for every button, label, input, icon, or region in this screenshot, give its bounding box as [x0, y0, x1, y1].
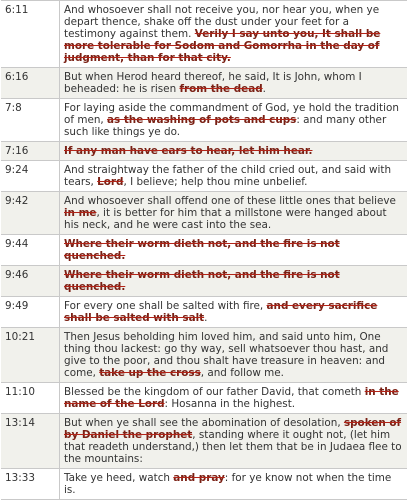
verse-row: [1, 142, 407, 161]
verse-reference: 11:10: [1, 383, 60, 414]
struck-phrase: and every sacrifice shall be salted with salt: [64, 300, 378, 324]
verse-text: [60, 469, 408, 500]
verse-phrase: , I believe; help thou mine unbelief.: [123, 176, 308, 188]
struck-phrase: take up the cross: [99, 367, 201, 379]
verse-reference: 10:21: [1, 328, 60, 383]
struck-phrase: If any man have ears to hear, let him hear.: [64, 145, 313, 157]
struck-phrase: as the washing of pots and cups: [107, 114, 297, 126]
verse-phrase: , it is better for him that a millstone were hanged about his neck, and he were cast into the sea.: [64, 207, 387, 231]
verse-text: [60, 266, 408, 297]
verse-reference: 7:16: [1, 142, 60, 161]
verse-phrase: : and many other such like things ye do.: [64, 114, 387, 138]
verse-reference: 6:16: [1, 68, 60, 99]
verse-text: [60, 1, 408, 68]
verse-row: [1, 383, 407, 414]
verse-phrase: .: [262, 83, 266, 95]
verse-phrase: Take ye heed, watch: [64, 472, 174, 484]
struck-phrase: in the name of the Lord: [64, 386, 399, 410]
verse-row: [1, 99, 407, 142]
verse-row: [1, 192, 407, 235]
verse-row: [1, 1, 407, 68]
verse-text: [60, 192, 408, 235]
verse-row: [1, 297, 407, 328]
verse-phrase: But when ye shall see the abomination of desolation,: [64, 417, 344, 429]
verse-phrase: Blessed be the kingdom of our father David, that cometh: [64, 386, 365, 398]
verse-row: [1, 68, 407, 99]
verse-text: [60, 161, 408, 192]
verse-table: [1, 0, 407, 500]
verse-phrase: But when Herod heard thereof, he said, It is John, whom I beheaded: he is risen: [64, 71, 362, 95]
verse-text: [60, 297, 408, 328]
verse-phrase: , and follow me.: [200, 367, 284, 379]
struck-phrase: Where their worm dieth not, and the fire is not quenched.: [64, 269, 340, 293]
verse-row: [1, 161, 407, 192]
verse-reference: 6:11: [1, 1, 60, 68]
verse-text: [60, 68, 408, 99]
verse-text: [60, 235, 408, 266]
verse-table-body: [1, 1, 407, 500]
verse-reference: 9:49: [1, 297, 60, 328]
verse-row: [1, 469, 407, 500]
verse-phrase: And whosoever shall offend one of these little ones that believe: [64, 195, 396, 207]
verse-phrase: : for ye know not when the time is.: [64, 472, 392, 496]
verse-phrase: Then Jesus beholding him loved him, and said unto him, One thing thou lackest: go thy way, sell whatsoever thou hast, and give to the poor, and thou shalt have treasure in heaven: and come,: [64, 331, 389, 379]
verse-row: [1, 328, 407, 383]
struck-phrase: spoken of by Daniel the prophet: [64, 417, 402, 441]
verse-phrase: For laying aside the commandment of God, ye hold the tradition of men,: [64, 102, 399, 126]
verse-reference: 9:44: [1, 235, 60, 266]
struck-phrase: in me: [64, 207, 97, 219]
verse-phrase: For every one shall be salted with fire,: [64, 300, 267, 312]
verse-row: [1, 266, 407, 297]
verse-text: [60, 383, 408, 414]
struck-phrase: Lord: [97, 176, 124, 188]
verse-phrase: , standing where it ought not, (let him that readeth understand,) then let them that be in Judaea flee to the mountains:: [64, 429, 402, 465]
verse-reference: 9:46: [1, 266, 60, 297]
verse-text: [60, 142, 408, 161]
verse-phrase: And straightway the father of the child cried out, and said with tears,: [64, 164, 392, 188]
struck-phrase: Where their worm dieth not, and the fire is not quenched.: [64, 238, 340, 262]
verse-reference: 9:24: [1, 161, 60, 192]
verse-phrase: And whosoever shall not receive you, nor hear you, when ye depart thence, shake off the dust under your feet for a testimony against them.: [64, 4, 380, 40]
verse-phrase: .: [204, 312, 208, 324]
verse-text: [60, 328, 408, 383]
verse-reference: 13:33: [1, 469, 60, 500]
verse-text: [60, 414, 408, 469]
struck-phrase: and pray: [173, 472, 225, 484]
verse-phrase: : Hosanna in the highest.: [164, 398, 296, 410]
verse-row: [1, 235, 407, 266]
verse-text: [60, 99, 408, 142]
verse-reference: 13:14: [1, 414, 60, 469]
verse-row: [1, 414, 407, 469]
verse-reference: 7:8: [1, 99, 60, 142]
struck-phrase: from the dead: [179, 83, 263, 95]
verse-reference: 9:42: [1, 192, 60, 235]
struck-phrase: Verily I say unto you, It shall be more tolerable for Sodom and Gomorrha in the day of judgment, than for that city.: [64, 28, 381, 64]
